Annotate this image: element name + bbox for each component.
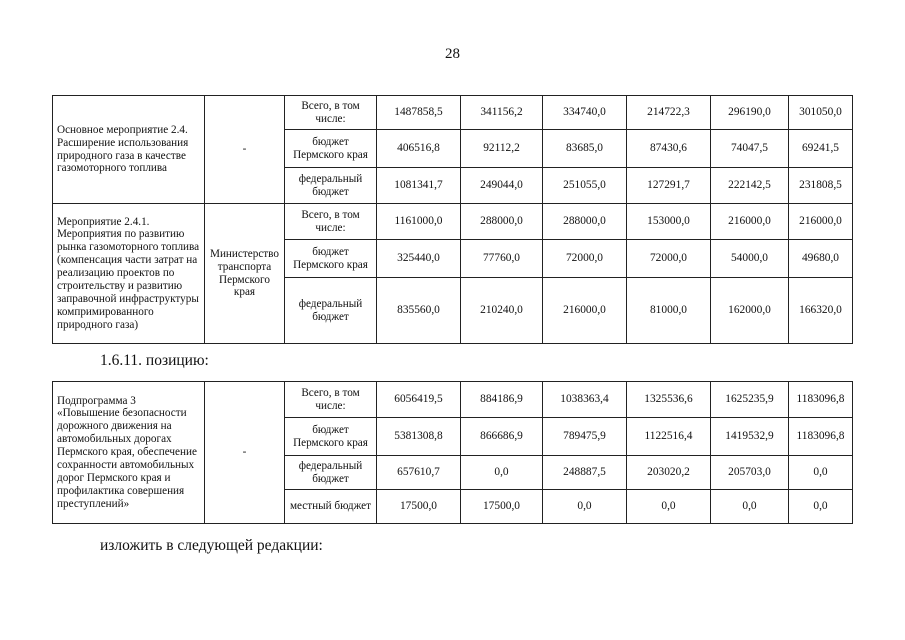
funding-source: бюджет Пермского края bbox=[285, 130, 377, 168]
amount-cell: 301050,0 bbox=[789, 96, 853, 130]
amount-cell: 214722,3 bbox=[627, 96, 711, 130]
page-number: 28 bbox=[445, 46, 460, 62]
amount-cell: 72000,0 bbox=[543, 240, 627, 278]
amount-cell: 248887,5 bbox=[543, 456, 627, 490]
funding-source: бюджет Пермского края bbox=[285, 418, 377, 456]
amount-cell: 249044,0 bbox=[461, 168, 543, 204]
amount-cell: 0,0 bbox=[543, 490, 627, 524]
amount-cell: 657610,7 bbox=[377, 456, 461, 490]
amount-cell: 0,0 bbox=[711, 490, 789, 524]
executor-cell: - bbox=[205, 96, 285, 204]
measure-name: Подпрограмма 3 «Повышение безопасности дорожного движения на автомобильных дорогах Пермского края, обеспечение сохранности автомобильных дорог Пермского края и профилактика совершения преступлений» bbox=[53, 382, 205, 524]
amount-cell: 0,0 bbox=[461, 456, 543, 490]
amount-cell: 1038363,4 bbox=[543, 382, 627, 418]
amount-cell: 6056419,5 bbox=[377, 382, 461, 418]
amount-cell: 325440,0 bbox=[377, 240, 461, 278]
amount-cell: 83685,0 bbox=[543, 130, 627, 168]
amount-cell: 5381308,8 bbox=[377, 418, 461, 456]
table-row bbox=[53, 204, 853, 240]
paragraph-position: 1.6.11. позицию: bbox=[100, 352, 209, 369]
funding-source: федеральный бюджет bbox=[285, 168, 377, 204]
amount-cell: 0,0 bbox=[627, 490, 711, 524]
amount-cell: 1487858,5 bbox=[377, 96, 461, 130]
amount-cell: 288000,0 bbox=[461, 204, 543, 240]
executor-cell: Министерство транспорта Пермского края bbox=[205, 204, 285, 344]
amount-cell: 884186,9 bbox=[461, 382, 543, 418]
amount-cell: 1419532,9 bbox=[711, 418, 789, 456]
amount-cell: 216000,0 bbox=[789, 204, 853, 240]
funding-source: бюджет Пермского края bbox=[285, 240, 377, 278]
funding-source: местный бюджет bbox=[285, 490, 377, 524]
funding-source: Всего, в том числе: bbox=[285, 96, 377, 130]
paragraph-new-edition: изложить в следующей редакции: bbox=[100, 537, 323, 554]
amount-cell: 1122516,4 bbox=[627, 418, 711, 456]
program-table-2 bbox=[52, 381, 853, 524]
table-row bbox=[53, 382, 853, 418]
amount-cell: 162000,0 bbox=[711, 278, 789, 344]
amount-cell: 251055,0 bbox=[543, 168, 627, 204]
amount-cell: 789475,9 bbox=[543, 418, 627, 456]
amount-cell: 17500,0 bbox=[377, 490, 461, 524]
amount-cell: 406516,8 bbox=[377, 130, 461, 168]
amount-cell: 92112,2 bbox=[461, 130, 543, 168]
amount-cell: 1081341,7 bbox=[377, 168, 461, 204]
funding-source: федеральный бюджет bbox=[285, 278, 377, 344]
amount-cell: 1325536,6 bbox=[627, 382, 711, 418]
funding-source: федеральный бюджет bbox=[285, 456, 377, 490]
amount-cell: 1183096,8 bbox=[789, 382, 853, 418]
amount-cell: 216000,0 bbox=[543, 278, 627, 344]
amount-cell: 17500,0 bbox=[461, 490, 543, 524]
amount-cell: 341156,2 bbox=[461, 96, 543, 130]
program-table-1 bbox=[52, 95, 853, 344]
amount-cell: 77760,0 bbox=[461, 240, 543, 278]
amount-cell: 835560,0 bbox=[377, 278, 461, 344]
amount-cell: 866686,9 bbox=[461, 418, 543, 456]
amount-cell: 216000,0 bbox=[711, 204, 789, 240]
funding-source: Всего, в том числе: bbox=[285, 204, 377, 240]
amount-cell: 222142,5 bbox=[711, 168, 789, 204]
measure-name: Мероприятие 2.4.1. Мероприятия по развитию рынка газомоторного топлива (компенсация части затрат на реализацию проектов по строительству и развитию заправочной инфраструктуры компримированного природного газа) bbox=[53, 204, 205, 344]
amount-cell: 205703,0 bbox=[711, 456, 789, 490]
amount-cell: 72000,0 bbox=[627, 240, 711, 278]
amount-cell: 54000,0 bbox=[711, 240, 789, 278]
amount-cell: 334740,0 bbox=[543, 96, 627, 130]
amount-cell: 127291,7 bbox=[627, 168, 711, 204]
executor-cell: - bbox=[205, 382, 285, 524]
amount-cell: 231808,5 bbox=[789, 168, 853, 204]
amount-cell: 296190,0 bbox=[711, 96, 789, 130]
funding-source: Всего, в том числе: bbox=[285, 382, 377, 418]
measure-name: Основное мероприятие 2.4. Расширение использования природного газа в качестве газомоторного топлива bbox=[53, 96, 205, 204]
amount-cell: 74047,5 bbox=[711, 130, 789, 168]
amount-cell: 69241,5 bbox=[789, 130, 853, 168]
table1-body bbox=[53, 96, 853, 344]
amount-cell: 87430,6 bbox=[627, 130, 711, 168]
amount-cell: 288000,0 bbox=[543, 204, 627, 240]
amount-cell: 81000,0 bbox=[627, 278, 711, 344]
amount-cell: 166320,0 bbox=[789, 278, 853, 344]
amount-cell: 1625235,9 bbox=[711, 382, 789, 418]
amount-cell: 0,0 bbox=[789, 490, 853, 524]
amount-cell: 153000,0 bbox=[627, 204, 711, 240]
table-row bbox=[53, 96, 853, 130]
table2-body bbox=[53, 382, 853, 524]
amount-cell: 1183096,8 bbox=[789, 418, 853, 456]
amount-cell: 49680,0 bbox=[789, 240, 853, 278]
amount-cell: 210240,0 bbox=[461, 278, 543, 344]
amount-cell: 1161000,0 bbox=[377, 204, 461, 240]
amount-cell: 0,0 bbox=[789, 456, 853, 490]
amount-cell: 203020,2 bbox=[627, 456, 711, 490]
